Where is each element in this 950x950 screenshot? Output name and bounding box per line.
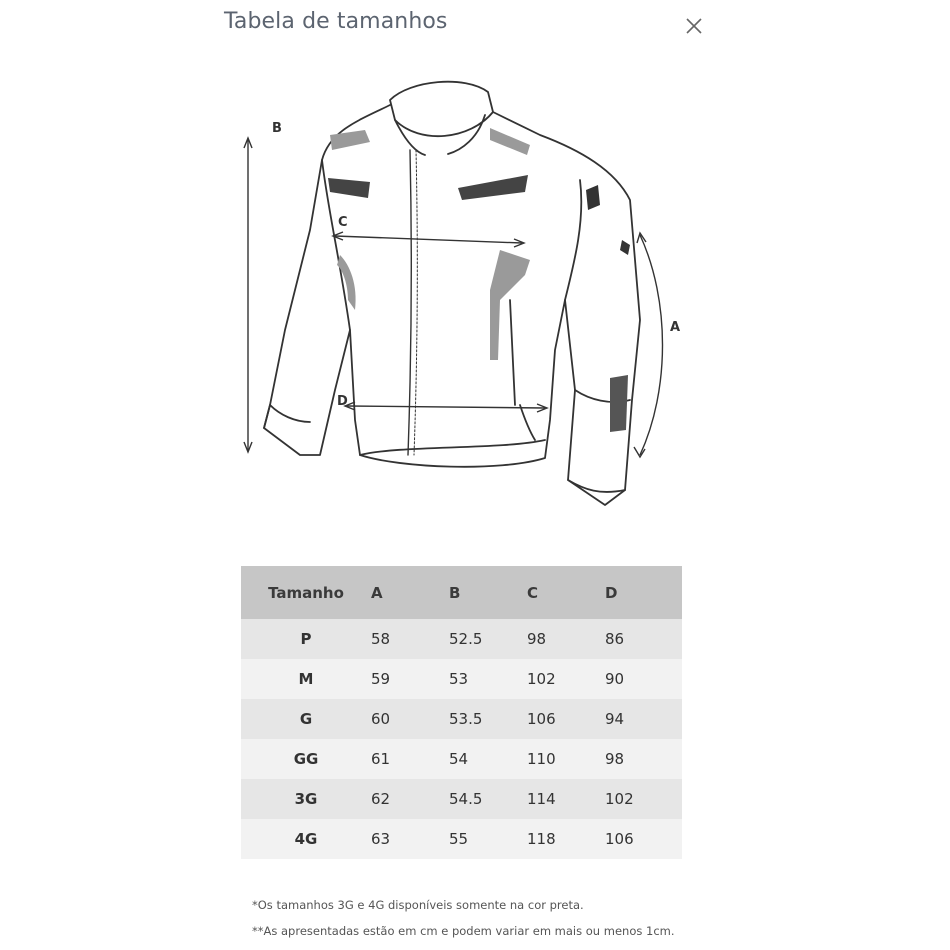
size-cell: M [241,659,371,699]
cell-b: 55 [449,819,527,859]
header-size: Tamanho [241,566,371,619]
table-header-row [241,566,682,619]
cell-b: 53.5 [449,699,527,739]
label-b: B [272,121,282,136]
footnote-colors: *Os tamanhos 3G e 4G disponíveis somente na cor preta. [252,898,584,912]
header-b: B [449,566,527,619]
table-row [241,819,682,859]
cell-b: 52.5 [449,619,527,659]
footnote-measurements: **As apresentadas estão em cm e podem variar em mais ou menos 1cm. [252,924,675,938]
label-a: A [670,320,681,335]
header-a: A [371,566,449,619]
cell-d: 102 [605,779,682,819]
jacket-diagram [200,60,720,530]
cell-b: 54 [449,739,527,779]
cell-d: 98 [605,739,682,779]
jacket-illustration [200,60,720,530]
table-row [241,699,682,739]
cell-a: 61 [371,739,449,779]
size-cell: G [241,699,371,739]
table-row [241,739,682,779]
cell-a: 63 [371,819,449,859]
size-cell: 4G [241,819,371,859]
cell-b: 53 [449,659,527,699]
cell-d: 94 [605,699,682,739]
size-cell: GG [241,739,371,779]
label-d: D [337,394,348,409]
cell-a: 58 [371,619,449,659]
cell-b: 54.5 [449,779,527,819]
cell-c: 114 [527,779,605,819]
table-row [241,779,682,819]
cell-a: 60 [371,699,449,739]
header-c: C [527,566,605,619]
cell-d: 106 [605,819,682,859]
cell-a: 62 [371,779,449,819]
size-cell: 3G [241,779,371,819]
cell-a: 59 [371,659,449,699]
close-icon [681,13,707,39]
cell-c: 110 [527,739,605,779]
modal-title: Tabela de tamanhos [224,9,448,34]
cell-c: 102 [527,659,605,699]
close-button[interactable] [681,13,707,39]
cell-c: 98 [527,619,605,659]
cell-d: 90 [605,659,682,699]
size-table [241,566,682,859]
table-row [241,619,682,659]
size-cell: P [241,619,371,659]
cell-c: 106 [527,699,605,739]
table-row [241,659,682,699]
cell-c: 118 [527,819,605,859]
cell-d: 86 [605,619,682,659]
label-c: C [338,215,348,230]
header-d: D [605,566,682,619]
